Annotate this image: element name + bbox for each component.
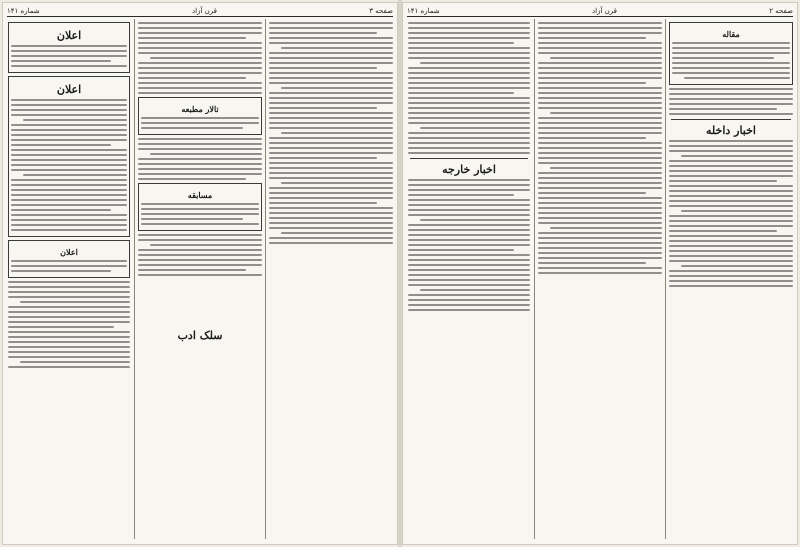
competition-heading: مسابقه [187,190,213,200]
right-col-rule-2 [534,19,535,539]
editorial-heading: مقاله [722,29,740,39]
wisdom-heading: سلک ادب [177,329,223,342]
left-issue-number: شماره ۱۴۱ [7,6,40,15]
notice-box-2 [8,76,130,237]
right-page-label: صفحه ۲ [769,6,793,15]
left-paper-name: قرن آزاد [191,6,217,15]
notice-heading-1: اعلان [56,29,82,42]
notice-box-3 [8,240,130,278]
hall-heading: تالار مطبعه [181,104,219,114]
news-heading: اخبار داخله [706,124,756,137]
left-page-number: صفحه ۳ [369,6,393,15]
right-col-3 [406,19,532,541]
right-page-header [407,5,793,17]
right-paper-name: قرن آزاد [591,6,617,15]
left-page-header [7,5,393,17]
wisdom-block [136,325,264,345]
competition-box [138,183,262,231]
left-col-1 [267,19,395,541]
left-col-rule-1 [265,19,266,539]
foreign-heading: اخبار خارجه [442,163,496,176]
left-page [2,2,398,545]
left-col-3 [6,19,132,541]
notice-heading-2: اعلان [56,83,82,96]
editorial-box [669,22,793,85]
right-col-1 [667,19,795,541]
hall-box [138,97,262,135]
right-col-2 [536,19,664,541]
notice-heading-3: اعلان [60,247,78,257]
left-col-rule-2 [134,19,135,539]
right-page [402,2,798,545]
left-col-2 [136,19,264,541]
notice-box-1 [8,22,130,73]
right-col-rule-1 [665,19,666,539]
right-issue-number: شماره ۱۴۱ [407,6,440,15]
